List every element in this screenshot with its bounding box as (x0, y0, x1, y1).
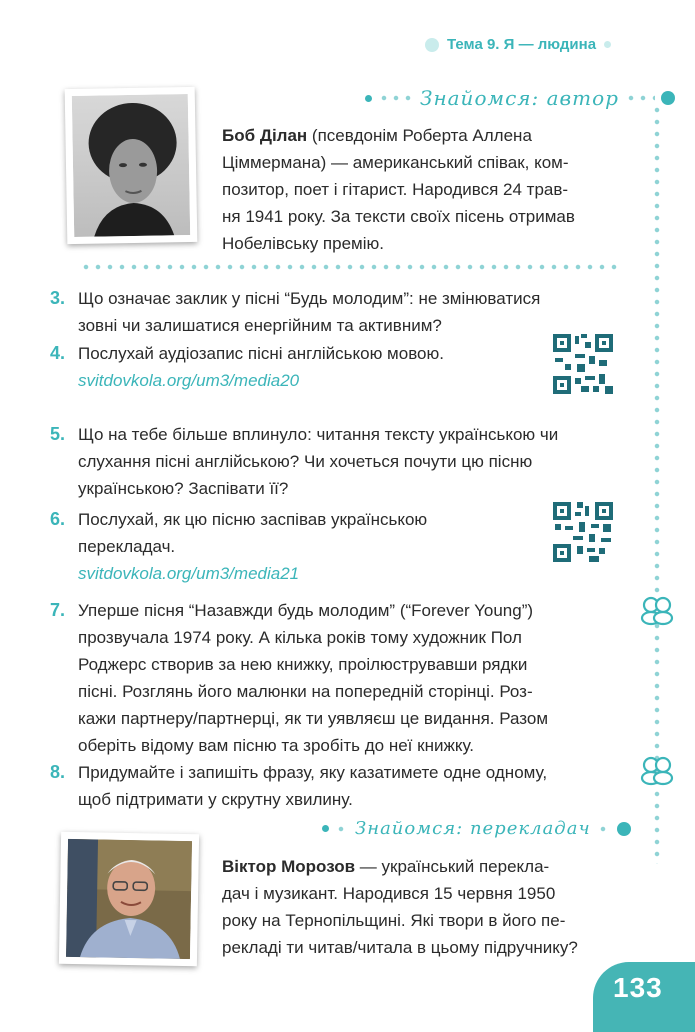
task-line: прозвучала 1974 року. А кілька років тому художник Пол (78, 628, 522, 647)
bob-dylan-portrait-icon (72, 94, 190, 237)
author-bio (222, 122, 632, 257)
translator-photo (59, 832, 199, 966)
task-line: щоб підтримати у скрутну хвилину. (78, 790, 353, 809)
task-number: 5. (50, 424, 66, 444)
task-line: Уперше пісня “Назавжди будь молодим” (“Forever Young”) (78, 601, 534, 620)
title-dots-right (625, 95, 655, 101)
qr-code-icon (551, 500, 615, 564)
bio-line-2: Ціммермана) — американський співак, ком- (222, 153, 569, 172)
author-name: Боб Ділан (222, 126, 308, 145)
task-line: пісні. Розглянь його малюнки на попередній сторінці. Роз- (78, 682, 533, 701)
bio-line-5: Нобелівську премію. (222, 234, 384, 253)
title-dots-right (597, 826, 611, 832)
task-line: зовні чи залишатися енергійним та активним? (78, 316, 442, 335)
translator-section-heading (322, 818, 631, 839)
author-section-title: Знайомся: автор (420, 86, 619, 110)
task-7 (50, 597, 632, 759)
media-link-20[interactable]: svitdovkola.org/um3/media20 (78, 371, 300, 390)
task-line: Роджерс створив за нею книжку, проілюструвавши рядки (78, 655, 528, 674)
task-line: Послухай, як цю пісню заспівав українською (78, 510, 428, 529)
task-line: перекладач. (78, 537, 176, 556)
pair-work-icon (640, 596, 674, 626)
topic-header (425, 36, 611, 53)
qr-code-icon[interactable] (551, 332, 615, 396)
bio-line-3: року на Тернопільщині. Які твори в його пе- (222, 911, 566, 930)
bio-line-1: — український перекла- (355, 857, 550, 876)
media-link-21[interactable]: svitdovkola.org/um3/media21 (78, 564, 300, 583)
author-section-heading (365, 86, 675, 110)
translator-name: Віктор Морозов (222, 857, 356, 876)
bio-line-2: дач і музикант. Народився 15 червня 1950 (222, 884, 556, 903)
pair-work-icon (640, 756, 674, 786)
translator-section-title: Знайомся: перекладач (355, 818, 591, 839)
title-end-dot-icon (617, 822, 631, 836)
title-end-dot-icon (661, 91, 675, 105)
title-dots-left (378, 95, 414, 101)
task-8 (50, 759, 632, 813)
bio-line-4: рекладі ти читав/читала в цьому підручнику? (222, 938, 578, 957)
task-number: 8. (50, 762, 66, 782)
qr-code-icon (551, 332, 615, 396)
topic-title: Тема 9. Я — людина (447, 36, 597, 53)
author-photo (65, 87, 198, 244)
task-line: Що на тебе більше вплинуло: читання тексту українською чи (78, 425, 559, 444)
header-dot-icon (425, 38, 439, 52)
task-4 (50, 340, 550, 394)
task-number: 4. (50, 343, 66, 363)
pair-work-icon (640, 756, 674, 791)
qr-code-icon[interactable] (551, 500, 615, 564)
task-line: українською? Заспівати її? (78, 479, 289, 498)
author-separator (80, 264, 620, 270)
task-number: 7. (50, 600, 66, 620)
right-dotted-border (654, 104, 660, 864)
task-line: кажи партнеру/партнерці, як ти уявляєш це видання. Разом (78, 709, 549, 728)
task-line: Послухай аудіозапис пісні англійською мовою. (78, 344, 444, 363)
task-line: оберіть відому вам пісню та зробіть до неї книжку. (78, 736, 474, 755)
task-line: Придумайте і запишіть фразу, яку казатимете одне одному, (78, 763, 548, 782)
title-dot-icon (322, 825, 329, 832)
viktor-morozov-portrait-icon (66, 839, 192, 959)
translator-bio (222, 853, 632, 961)
task-line: Що означає заклик у пісні “Будь молодим”: не змінюватися (78, 289, 541, 308)
bio-line-4: ня 1941 року. За тексти своїх пісень отримав (222, 207, 575, 226)
task-number: 6. (50, 509, 66, 529)
header-dot-small-icon (604, 41, 611, 48)
page-number-tab (593, 962, 695, 1032)
task-3 (50, 285, 630, 339)
bio-line-1: (псевдонім Роберта Аллена (307, 126, 532, 145)
title-dot-icon (365, 95, 372, 102)
title-dots-left (335, 826, 349, 832)
pair-work-icon (640, 596, 674, 631)
task-line: слухання пісні англійською? Чи хочеться почути цю пісню (78, 452, 533, 471)
page-number: 133 (613, 972, 663, 1003)
bio-line-3: позитор, поет і гітарист. Народився 24 трав- (222, 180, 569, 199)
task-6 (50, 506, 550, 587)
task-number: 3. (50, 288, 66, 308)
task-5 (50, 421, 630, 502)
